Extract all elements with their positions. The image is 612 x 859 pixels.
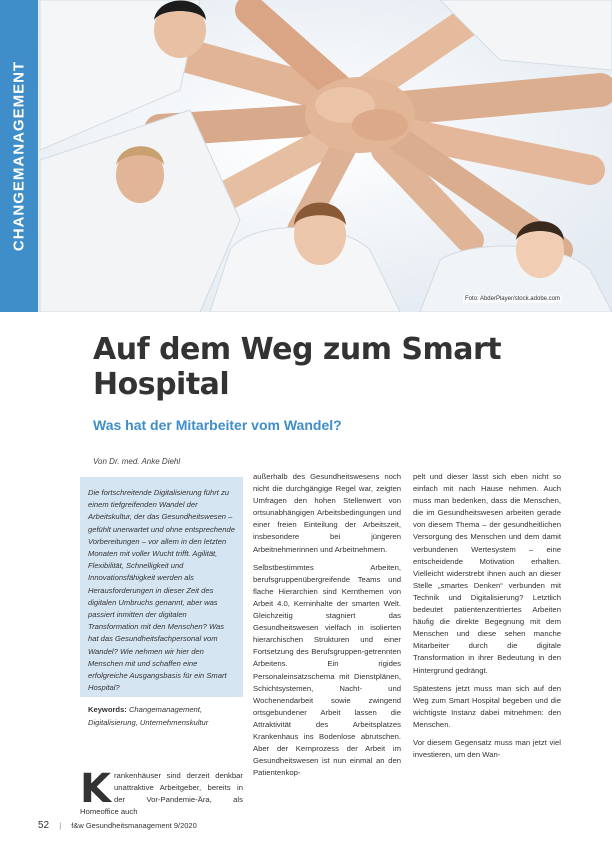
footer-separator: | [59,821,62,830]
keywords-text: Changemanagement, Digitalisierung, Unternehmenskultur [88,705,209,727]
body-paragraph: Spätestens jetzt muss man sich auf den Weg zum Smart Hospital begeben und die wichtigste Instanz dabei mitnehmen: den Menschen. [413,683,561,729]
section-tab [0,0,38,312]
body-paragraph: Selbstbestimmtes Arbeiten, berufsgruppenübergreifende Teams und flache Hierarchien sind Kernthemen von Arbeit 4.0, Kerninhalte der smarten Welt. Gleichzeitig stagniert das Gesundheitswesen vielfach in isolierten hierarchischen Strukturen und einer Fortsetzung des Berufsgruppen-getrennten Arbeitens. Ein rigides Personaleinsatzschema mit Dienstplänen, Schichtsystemen, Nacht- und Wochenendarbeit sowie zwingend ortsgebundener Arbeit lassen die Attraktivität des Arbeitsplatzes Krankenhaus ins Bodenlose abrutschen. Aber der Kernprozess der Arbeit im Gesundheitswesen ist nun einmal an den Patientenkop- [253,562,401,778]
author-line: Von Dr. med. Anke Diehl [93,457,181,466]
keywords-label: Keywords: [88,705,127,715]
body-paragraph: Vor diesem Gegensatz muss man jetzt viel investieren, um den Wan- [413,737,561,760]
article-title [93,332,612,402]
article-title-text: Auf dem Weg zum Smart Hospital [93,332,502,402]
journal-name: f&w Gesundheitsmanagement 9/2020 [71,821,197,830]
body-paragraph: außerhalb des Gesundheitswesens noch nicht die durchgängige Regel war, zeigten Umfragen den hohen Stellenwert von ortsunabhängigen Arbeitsbedingungen und einer freien Einteilung der Arbeitszeit, insbesondere bei jüngeren Arbeitnehmerinnen und Arbeitnehmern. [253,472,401,554]
image-credit: Foto: AbderPlayer/stock.adobe.com [464,296,560,302]
abstract-box [80,477,243,727]
body-column-3 [413,471,561,767]
body-column-2 [253,471,401,785]
page-number: 52 [38,820,50,831]
page-footer [38,820,197,831]
section-label: CHANGEMANAGEMENT [10,60,28,252]
body-paragraph: pelt und dieser lässt sich eben nicht so einfach mit nach Hause nehmen. Auch muss man bedenken, dass die Menschen, die im Gesundheitswesen arbeiten gerade von diesem Thema – der gesundheitlichen Versorgung des Menschen und dem damit verbundenen Wertesystem – eine entscheidende Motivation erhalten. Vielleicht widerstrebt ihnen auch an dieser Stelle „smartes Denken“ verbunden mit Technik und Digitalisierung? Letztlich bedeutet patientenzentriertes Arbeiten häufig die direkte Begegnung mit dem Menschen und diese sehen manche Mitarbeiter durch die digitale Transformation in ihrer Bedeutung in den Hintergrund gedrängt. [413,472,561,675]
intro-text: rankenhäuser sind derzeit denkbar unattraktive Arbeitgeber, bereits in der Vor-Pandemie-Ära, als Homeoffice auch [80,771,243,817]
intro-paragraph [80,766,243,818]
article-subtitle: Was hat der Mitarbeiter vom Wandel? [93,417,342,433]
team-hands-photo [0,0,612,312]
drop-cap: K [80,766,111,812]
abstract-text: Die fortschreitende Digitalisierung führt zu einem tiefgreifenden Wandel der Arbeitskultur, der das Gesundheitswesen – gefühlt unerwartet und ohne entsprechende Vorbereitungen – vor allem in den letzten Monaten mit voller Wucht trifft. Agilität, Flexibilität, Schnelligkeit und Innovationsfähigkeit werden als Herausforderungen in dieser Zeit des digitalen Umbruchs genannt, aber was passiert inmitten der digitalen Transformation mit den Menschen? Was hat das Gesundheitsfachpersonal vom Wandel? Wie nehmen wir hier den Menschen mit und schaffen eine erfolgreiche Ausgangsbasis für ein Smart Hospital? [88,488,235,693]
keywords [88,704,235,728]
hero-photo [0,0,612,312]
